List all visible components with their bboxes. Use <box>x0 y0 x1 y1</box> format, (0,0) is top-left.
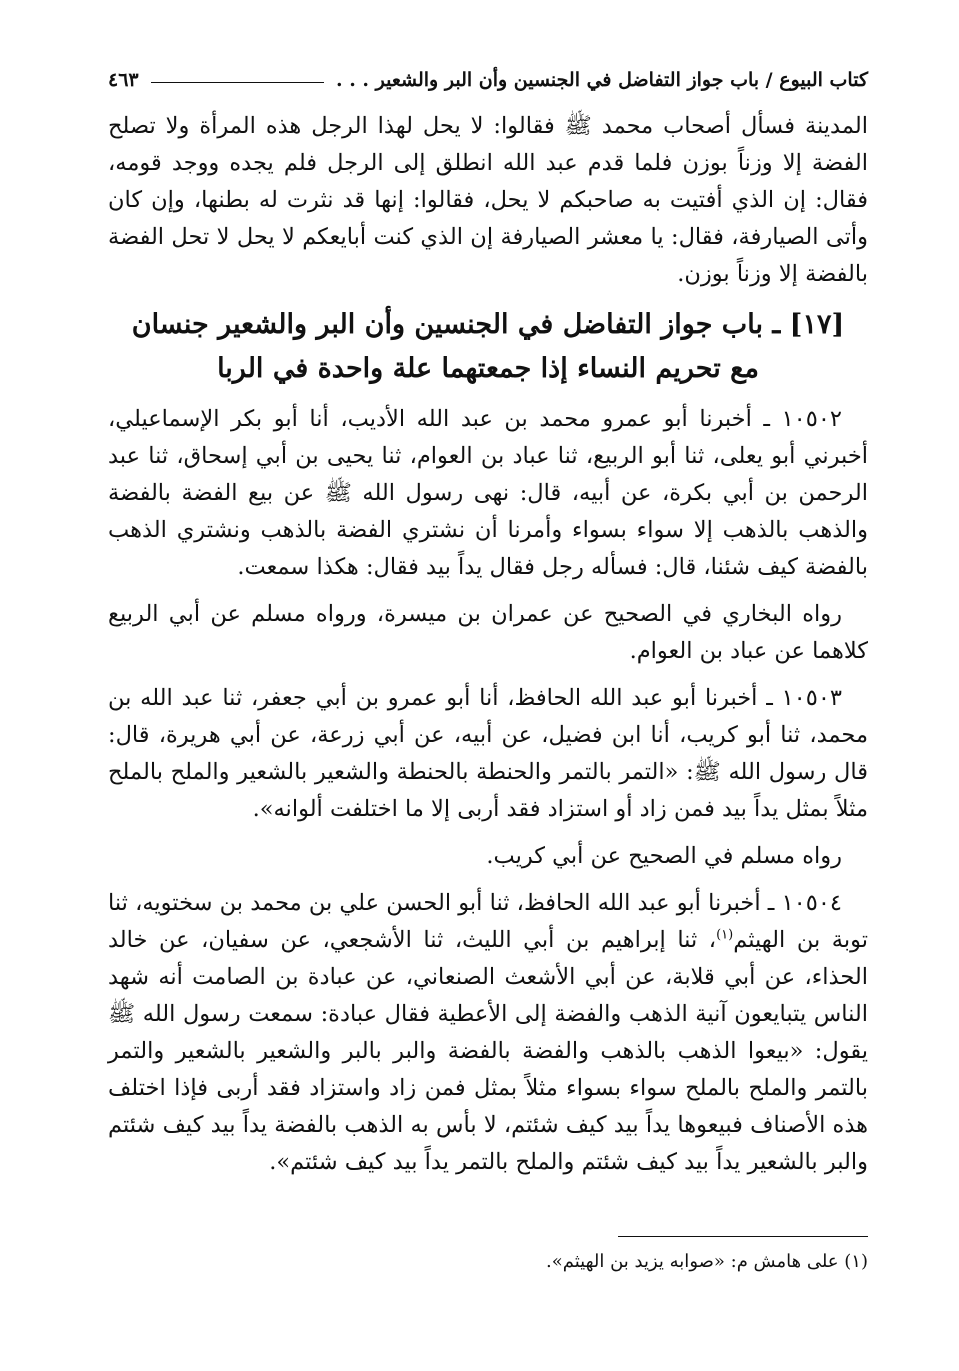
hadith-10503: ١٠٥٠٣ ـ أخبرنا أبو عبد الله الحافظ، أنا أبو عمرو بن أبي جعفر، ثنا عبد الله بن محمد، ثنا أبو كريب، أنا ابن فضيل، عن أبيه، عن أبي زرعة، عن أبي هريرة، قال: قال رسول الله ﷺ: «التمر بالتمر والحنطة بالحنطة والشعير بالشعير والملح بالملح مثلاً بمثل يداً بيد فمن زاد أو استزاد فقد أربى إلا ما اختلفت ألوانه». <box>108 685 868 822</box>
book-page <box>108 60 868 1272</box>
takhrij-10502: رواه البخاري في الصحيح عن عمران بن ميسرة، ورواه مسلم عن أبي الربيع كلاهما عن عباد بن العوام. <box>108 601 868 664</box>
chapter-heading-line-1: [١٧] ـ باب جواز التفاضل في الجنسين وأن البر والشعير جنسان <box>131 309 845 340</box>
chapter-heading <box>108 303 868 391</box>
footnote: (١) على هامش م: «صوابه يزيد بن الهيثم». <box>546 1251 868 1272</box>
chapter-heading-line-2: مع تحريم النساء إذا جمعتهما علة واحدة في الربا <box>217 353 759 384</box>
footnote-rule <box>618 1236 868 1237</box>
footnote-marker: (١) <box>716 927 734 943</box>
running-head <box>108 60 868 100</box>
paragraph-continuation: المدينة فسأل أصحاب محمد ﷺ فقالوا: لا يحل لهذا الرجل هذه المرأة ولا تصلح الفضة إلا وزناً بوزن فلما قدم عبد الله انطلق إلى الرجل فلم يجده ووجد قومه، فقال: إن الذي أفتيت به صاحبكم لا يحل، فقالوا: إنها قد نثرت له بطنها، وإن كان وأتى الصيارفة، فقال: يا معشر الصيارفة إن الذي كنت أبايعكم لا يحل لا تحل الفضة بالفضة إلا وزناً بوزن. <box>108 113 868 287</box>
hadith-10504 <box>108 885 868 1181</box>
hadith-10504-part-a: ١٠٥٠٤ ـ أخبرنا أبو عبد الله الحافظ، ثنا أبو الحسن علي بن محمد بن سختويه، ثنا توبة بن الهيثم <box>108 890 868 953</box>
running-head-rule <box>151 82 324 83</box>
page-number: ٤٦٣ <box>108 69 139 91</box>
hadith-10502: ١٠٥٠٢ ـ أخبرنا أبو عمرو محمد بن عبد الله الأديب، أنا أبو بكر الإسماعيلي، أخبرني أبو يعلى، ثنا أبو الربيع، ثنا عباد بن العوام، ثنا يحيى بن أبي إسحاق، ثنا عبد الرحمن بن أبي بكرة، عن أبيه، قال: نهى رسول الله ﷺ عن بيع الفضة بالفضة والذهب بالذهب إلا سواء بسواء وأمرنا أن نشتري الفضة بالذهب ونشتري الذهب بالفضة كيف شئنا، قال: فسأله رجل فقال يداً بيد فقال: هكذا سمعت. <box>108 406 868 580</box>
takhrij-10503: رواه مسلم في الصحيح عن أبي كريب. <box>486 843 842 869</box>
running-head-title: كتاب البيوع / باب جواز التفاضل في الجنسين وأن البر والشعير . . . <box>335 69 868 91</box>
hadith-10504-part-b: ، ثنا إبراهيم بن أبي الليث، ثنا الأشجعي، عن سفيان، عن خالد الحذاء، عن أبي قلابة، عن أبي الأشعث الصنعاني، عن عبادة بن الصامت أنه شهد الناس يتبايعون آنية الذهب والفضة إلى الأعطية فقال عبادة: سمعت رسول الله ﷺ يقول: «بيعوا الذهب بالذهب والفضة بالفضة والبر بالبر والشعير بالشعير والتمر بالتمر والملح بالملح سواء بسواء مثلاً بمثل فمن زاد واستزاد فقد أربى فإذا اختلف هذه الأصناف فبيعوها يداً بيد كيف شئتم، لا بأس به الذهب بالفضة يداً بيد كيف شئتم والبر بالشعير يداً بيد كيف شئتم والملح بالتمر يداً بيد كيف شئتم». <box>108 927 868 1175</box>
